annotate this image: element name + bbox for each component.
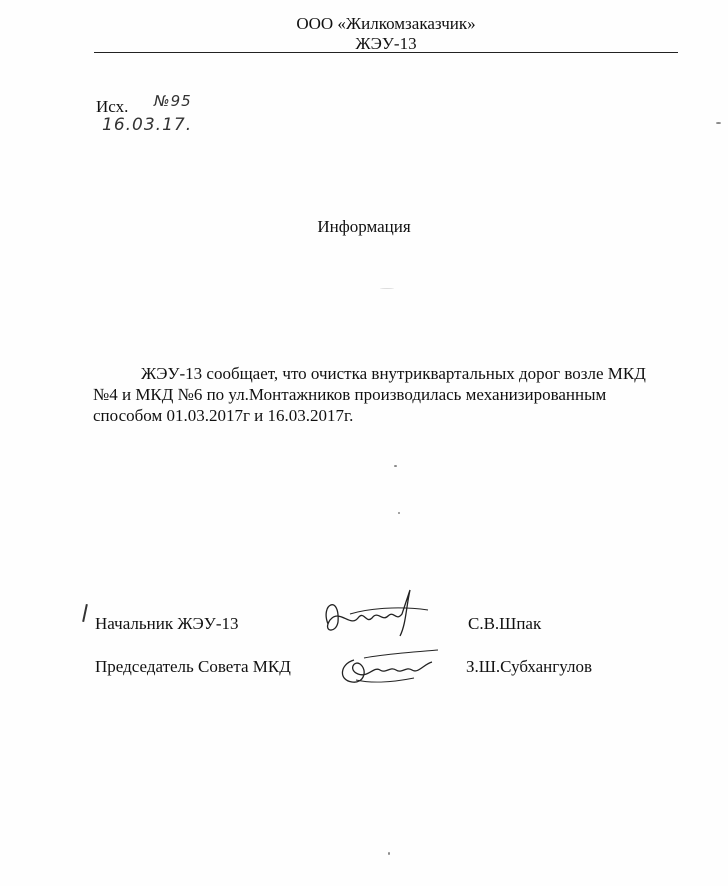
outgoing-label: Исх. <box>96 97 129 116</box>
document-body <box>93 363 673 426</box>
signature-1-image <box>310 584 440 644</box>
scan-speck <box>388 852 390 855</box>
document-title: Информация <box>317 217 411 236</box>
header-divider <box>94 52 678 53</box>
signatory-position-2: Председатель Совета МКД <box>95 657 291 676</box>
unit-name: ЖЭУ-13 <box>355 34 417 53</box>
document-body-text: ЖЭУ-13 сообщает, что очистка внутриквартальных дорог возле МКД №4 и МКД №6 по ул.Монтажников производилась механизированным способом 01.03.2017г и 16.03.2017г. <box>93 364 646 425</box>
signatory-position-1: Начальник ЖЭУ-13 <box>95 614 239 633</box>
signatory-name-2: З.Ш.Субхангулов <box>466 657 593 676</box>
signature-2-image <box>334 640 444 690</box>
organization-name: ООО «Жилкомзаказчик» <box>296 14 476 33</box>
scan-speck <box>380 288 394 289</box>
pen-mark <box>82 604 88 622</box>
scan-speck <box>716 122 721 124</box>
outgoing-date-handwritten: 16.03.17. <box>102 115 193 135</box>
scan-speck <box>394 465 397 467</box>
outgoing-number-handwritten: №95 <box>154 92 192 110</box>
signatory-name-1: С.В.Шпак <box>468 614 542 633</box>
scan-speck <box>398 512 400 514</box>
